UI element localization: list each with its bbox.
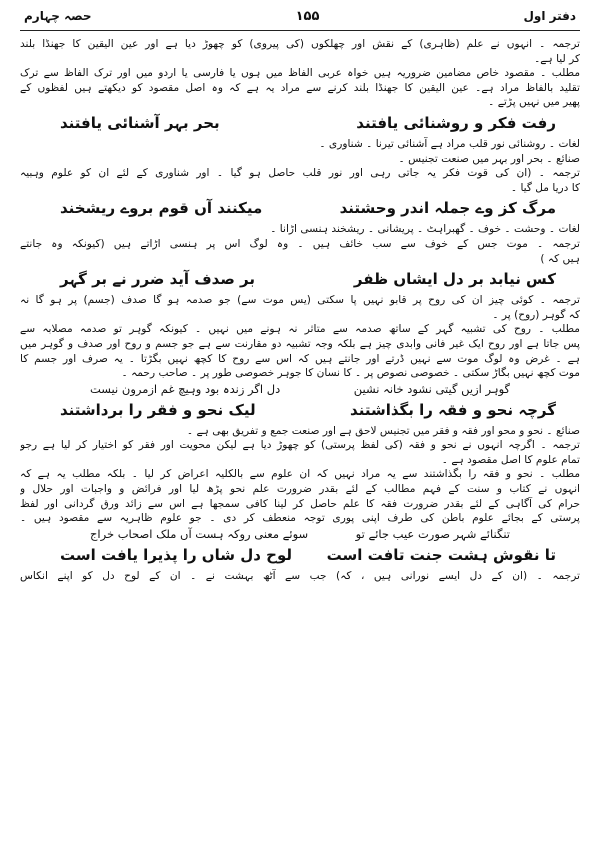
text-line: ترجمہ ۔ انہوں نے علم (ظاہری) کے نقش اور چھلکوں (کی پیروی) کو چھوڑ دیا ہے اور عین الیقین کا جھنڈا بلند [20, 38, 580, 50]
verse-hemistich-left: سوئے معنی روکہ ہست آں ملک اصحاب خراج [90, 526, 309, 541]
text-line: صنائع ۔ نحو و محو اور فقہ و فقر میں تجنیس لاحق ہے اور صنعت جمع و تفریق بھی ہے ۔ [186, 424, 580, 437]
text-line: ترجمہ ۔ موت جس کے خوف سے سب خائف ہیں ۔ وہ لوگ اس پر ہنسی اڑاتے ہیں (کیونکہ وہ جانتے [20, 237, 580, 250]
text-line: مطلب ۔ نحو و فقہ را بگذاشتند سے یہ مراد نہیں کہ ان علوم سے بالکلیہ اعراض کر لیا ۔ بلکہ مطلب یہ ہے کہ [20, 468, 580, 481]
text-line: ترجمہ ۔ (ان کی قوت فکر یہ جاتی رہی اور نور قلب حاصل ہو گیا ۔ اور شناوری کے لئے ان کو علوم وہبیہ [20, 167, 580, 180]
text-line: ہیں کہ ) [540, 252, 580, 265]
text-line: کر لیا ہے۔ [534, 52, 580, 65]
text-line: لغات ۔ روشنائی نور قلب مراد ہے آشنائی تیرنا ۔ شناوری ۔ [319, 137, 580, 150]
text-line: لغات ۔ وحشت ۔ خوف ۔ گھبراہٹ ۔ پریشانی ۔ ریشخند ہنسی اڑانا ۔ [270, 223, 580, 236]
verse-hemistich-left: میکنند آں قوم بروے ریشخند [60, 199, 263, 218]
verse-couplet [20, 542, 580, 569]
verse-hemistich-left: لوح دل شاں را پذیرا یافت است [60, 545, 292, 564]
text-line: ہے ۔ غرض وہ لوگ موت سے نہیں ڈرتے اور جانتے ہیں کہ اس سے روح کا کچھ نہیں بگڑتا ۔ یہ صرف اور جسم کا [20, 352, 580, 365]
verse-hemistich-right: تا نقوش ہشت جنت تافت است [326, 545, 556, 564]
verse-couplet [20, 110, 580, 137]
text-line: موت کچھ نہیں بگاڑ سکتی ۔ خصوصی نصوص پر ۔ کا نسان کا جوہر خصوصی طور پر ۔ صاحب رحمہ ۔ [121, 367, 580, 380]
text-line: کا دریا مل گیا ۔ [510, 181, 580, 194]
page-number: ۱۵۵ [295, 8, 320, 24]
text-line: تمام علوم کا اصل مقصود ہے ۔ [441, 453, 580, 466]
text-line: انہوں نے کتاب و سنت کے فہم مطالب کے لئے بقدر ضرورت علم نحو پڑھ لیا اور فرائض و واجبات اور حلال و [20, 483, 580, 496]
verse-hemistich-right: مرگ کز وے جملہ اندر وحشتند [339, 199, 556, 218]
text-line: ترجمہ ۔ اگرچہ انہوں نے نحو و فقہ (کی لفظ پرستی) کو چھوڑ دیا ہے لیکن محویت اور فقر کو اختیار کر لیا ہے رجو [20, 439, 580, 452]
verse-couplet [20, 381, 580, 397]
verse-hemistich-right: گوہر ازیں گیتی نشود خانہ نشین [353, 381, 510, 396]
header-section: حصہ چہارم [24, 9, 92, 23]
text-line: مطلب ۔ روح کی تشبیہ گہر کے ساتھ صدمہ سے متاثر نہ ہونے میں نہیں ۔ کیونکہ گوہر تو صدمہ مصلابہ سے [20, 323, 580, 336]
text-line: حرام کی آگاہی کے لئے بقدر ضرورت فقہ کا علم حاصل کر لینا کافی سمجھا ہے اس سے زائد ورق گردانی اور لفظ [20, 497, 580, 510]
verse-hemistich-left: لیک نحو و فقر را برداشتند [60, 400, 256, 419]
text-line: صنائع ۔ بحر اور بہر میں صنعت تجنیس ۔ [398, 152, 580, 165]
verse-hemistich-right: رفت فکر و روشنائی یافتند [356, 113, 556, 132]
verse-hemistich-left: بر صدف آید ضرر نے بر گہر [60, 270, 256, 289]
text-line: کہ گوہر (روح) پر ۔ [492, 308, 580, 321]
text-line: ترجمہ ۔ کوئی چیز ان کی روح پر قابو نہیں پا سکتی (یس موت سے) جو صدمہ ہو گا صدف (جسم) پر ہو گا نہ [20, 294, 580, 307]
verse-couplet [20, 397, 580, 424]
text-line: مطلب ۔ مقصود خاص مضامین ضروریہ ہیں خواہ عربی الفاظ میں ہوں یا فارسی یا اردو میں اور ترک الفاظ سے ترک [20, 67, 580, 80]
verse-hemistich-right: گرچہ نحو و فقہ را بگذاشتند [350, 400, 556, 419]
text-line: پھیر میں نہیں پڑتے ۔ [488, 96, 580, 109]
verse-hemistich-left: دل اگر زندہ بود وہیچ غم ازمرون نیست [90, 381, 281, 396]
verse-couplet [20, 195, 580, 222]
page-body [20, 37, 580, 583]
text-line: پرستی کے بجائے علوم باطن کی طرف اپنی پوری توجہ منعطف کر دی ۔ جو علوم ظاہریہ سے مقصود ہیں ۔ [20, 512, 580, 525]
text-line: تقلید بالفاظ مراد ہے۔ عین الیقین کا جھنڈا بلند کرنے سے مراد یہ ہے کہ وہ اصل مقصود کو دیکھتے ہیں لفظوں کے [20, 81, 580, 94]
verse-couplet [20, 526, 580, 542]
text-line: پس جاتا ہے اور روح ایک غیر فانی وابدی چیز ہے بلکہ وجہ تشبیہ دو مقارنت سے ہے جو جسم و روح اور صدف و گوہر میں [20, 337, 580, 350]
page-header [20, 6, 580, 31]
header-book-part: دفتر اول [523, 9, 576, 23]
verse-couplet [20, 266, 580, 293]
verse-hemistich-right: تنگنائے شہر صورت عیب جائے تو [355, 526, 510, 541]
verse-hemistich-left: بحر بہر آشنائی یافتند [60, 113, 220, 132]
text-line: ترجمہ ۔ (ان کے دل ایسے نورانی ہیں ، کہ) جب سے آٹھ بہشت نے ۔ ان کے لوح دل کو اپنے انکاس [20, 569, 580, 582]
verse-hemistich-right: کس نیابد بر دل ایشاں ظفر [353, 270, 556, 289]
